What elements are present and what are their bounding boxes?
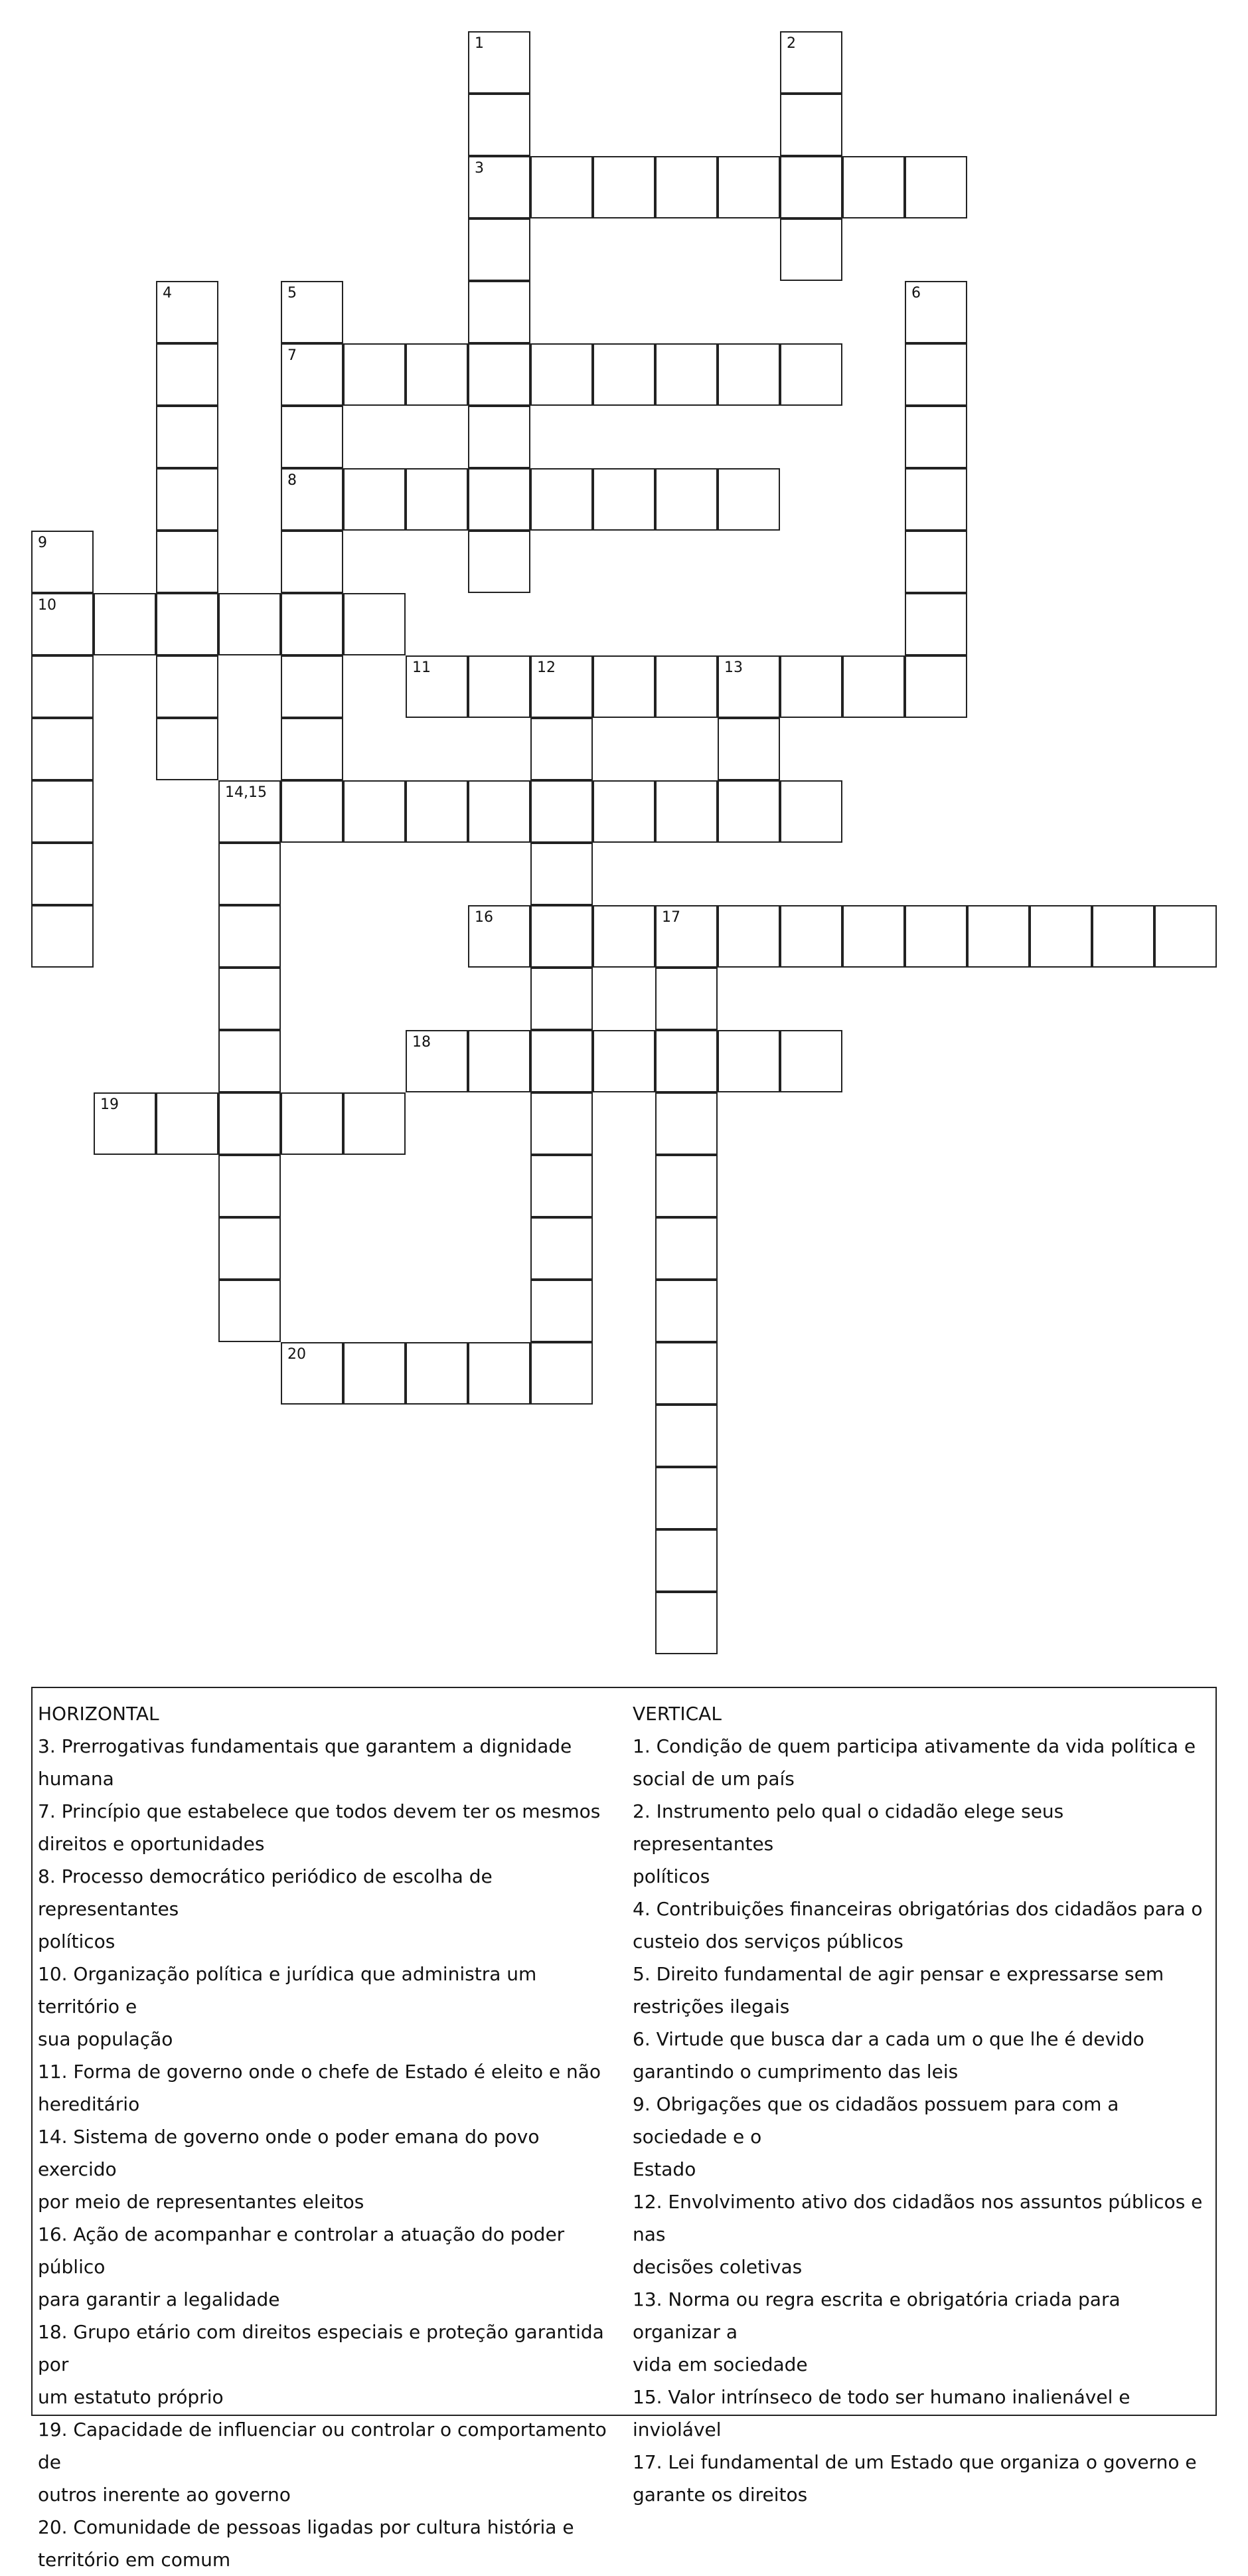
grid-cell[interactable] xyxy=(718,655,780,718)
grid-cell[interactable] xyxy=(468,905,530,968)
grid-cell[interactable] xyxy=(281,281,343,343)
grid-cell[interactable] xyxy=(593,780,655,843)
clue-line: 11. Forma de governo onde o chefe de Estado é eleito e não xyxy=(38,2061,601,2083)
grid-cell[interactable] xyxy=(468,31,530,94)
grid-cell[interactable] xyxy=(468,218,530,281)
grid-cell[interactable] xyxy=(281,718,343,780)
grid-cell[interactable] xyxy=(593,343,655,406)
clue-line: restrições ilegais xyxy=(633,1996,790,2018)
grid-cell[interactable] xyxy=(406,1030,468,1092)
grid-cell[interactable] xyxy=(281,468,343,531)
grid-cell[interactable] xyxy=(281,1342,343,1405)
cell-number: 18 xyxy=(412,1034,431,1051)
grid-cell[interactable] xyxy=(780,655,842,718)
grid-cell[interactable] xyxy=(468,406,530,468)
grid-cell[interactable] xyxy=(281,406,343,468)
cell-number: 2 xyxy=(787,35,796,52)
grid-cell[interactable] xyxy=(530,1155,593,1217)
clue-line: sua população xyxy=(38,2028,173,2050)
grid-cell[interactable] xyxy=(31,843,94,905)
cell-number: 10 xyxy=(38,597,56,614)
cell-number: 8 xyxy=(287,472,297,489)
grid-cell[interactable] xyxy=(780,780,842,843)
clue-line: hereditário xyxy=(38,2093,140,2115)
grid-cell[interactable] xyxy=(905,468,967,531)
grid-cell[interactable] xyxy=(468,281,530,343)
grid-cell[interactable] xyxy=(655,1592,718,1654)
grid-cell[interactable] xyxy=(655,1280,718,1342)
clue-line: políticos xyxy=(38,1931,116,1952)
grid-cell[interactable] xyxy=(905,406,967,468)
grid-cell[interactable] xyxy=(655,1092,718,1155)
grid-cell[interactable] xyxy=(593,905,655,968)
cell-number: 9 xyxy=(38,535,47,551)
grid-cell[interactable] xyxy=(530,343,593,406)
clue-line: 4. Contribuições financeiras obrigatórias dos cidadãos para o xyxy=(633,1898,1203,1920)
grid-cell[interactable] xyxy=(406,780,468,843)
grid-cell[interactable] xyxy=(718,156,780,218)
clue-line: para garantir a legalidade xyxy=(38,2288,280,2310)
clue-line: 9. Obrigações que os cidadãos possuem para com a sociedade e o xyxy=(633,2093,1119,2148)
grid-cell[interactable] xyxy=(156,1092,218,1155)
clue-line: território em comum xyxy=(38,2549,231,2571)
clue-line: custeio dos serviços públicos xyxy=(633,1931,903,1952)
clue-line: vida em sociedade xyxy=(633,2354,808,2375)
clue-line: 2. Instrumento pelo qual o cidadão elege seus representantes xyxy=(633,1800,1064,1855)
grid-cell[interactable] xyxy=(530,156,593,218)
clue-line: 18. Grupo etário com direitos especiais e proteção garantida por xyxy=(38,2321,604,2375)
vertical-clues-column xyxy=(633,1697,1210,2511)
cell-number: 20 xyxy=(287,1346,306,1363)
grid-cell[interactable] xyxy=(593,1030,655,1092)
grid-cell[interactable] xyxy=(468,156,530,218)
grid-cell[interactable] xyxy=(218,1030,281,1092)
grid-cell[interactable] xyxy=(530,780,593,843)
grid-cell[interactable] xyxy=(530,1030,593,1092)
grid-cell[interactable] xyxy=(31,655,94,718)
grid-cell[interactable] xyxy=(530,655,593,718)
cell-number: 13 xyxy=(724,659,743,676)
grid-cell[interactable] xyxy=(530,968,593,1030)
grid-cell[interactable] xyxy=(343,1092,406,1155)
grid-cell[interactable] xyxy=(218,593,281,655)
grid-cell[interactable] xyxy=(655,655,718,718)
grid-cell[interactable] xyxy=(655,1155,718,1217)
grid-cell[interactable] xyxy=(31,593,94,655)
grid-cell[interactable] xyxy=(593,655,655,718)
grid-cell[interactable] xyxy=(530,905,593,968)
cell-number: 6 xyxy=(911,285,921,301)
horizontal-heading: HORIZONTAL xyxy=(38,1703,159,1725)
grid-cell[interactable] xyxy=(468,468,530,531)
grid-cell[interactable] xyxy=(156,343,218,406)
cell-number: 11 xyxy=(412,659,431,676)
grid-cell[interactable] xyxy=(406,655,468,718)
grid-cell[interactable] xyxy=(780,156,842,218)
clue-line: políticos xyxy=(633,1865,710,1887)
grid-cell[interactable] xyxy=(218,1092,281,1155)
grid-cell[interactable] xyxy=(1092,905,1154,968)
grid-cell[interactable] xyxy=(905,343,967,406)
grid-cell[interactable] xyxy=(343,343,406,406)
grid-cell[interactable] xyxy=(343,780,406,843)
clue-line: decisões coletivas xyxy=(633,2256,803,2278)
cell-number: 1 xyxy=(475,35,484,52)
grid-cell[interactable] xyxy=(468,780,530,843)
grid-cell[interactable] xyxy=(281,655,343,718)
grid-cell[interactable] xyxy=(655,1217,718,1280)
grid-cell[interactable] xyxy=(31,531,94,593)
grid-cell[interactable] xyxy=(156,281,218,343)
clue-line: 6. Virtude que busca dar a cada um o que lhe é devido xyxy=(633,2028,1144,2050)
grid-cell[interactable] xyxy=(655,1529,718,1592)
clue-line: outros inerente ao governo xyxy=(38,2484,291,2506)
grid-cell[interactable] xyxy=(780,218,842,281)
cell-number: 4 xyxy=(163,285,172,301)
grid-cell[interactable] xyxy=(655,1405,718,1467)
grid-cell[interactable] xyxy=(1030,905,1092,968)
grid-cell[interactable] xyxy=(530,468,593,531)
grid-cell[interactable] xyxy=(156,718,218,780)
grid-cell[interactable] xyxy=(530,1217,593,1280)
grid-cell[interactable] xyxy=(593,468,655,531)
clue-line: 3. Prerrogativas fundamentais que garantem a dignidade xyxy=(38,1735,572,1757)
clue-line: 7. Princípio que estabelece que todos devem ter os mesmos xyxy=(38,1800,601,1822)
grid-cell[interactable] xyxy=(468,655,530,718)
grid-cell[interactable] xyxy=(156,593,218,655)
clue-line: garantindo o cumprimento das leis xyxy=(633,2061,959,2083)
grid-cell[interactable] xyxy=(780,31,842,94)
grid-cell[interactable] xyxy=(655,1467,718,1529)
cell-number: 16 xyxy=(475,909,493,926)
grid-cell[interactable] xyxy=(593,156,655,218)
clue-line: 19. Capacidade de influenciar ou controlar o comportamento de xyxy=(38,2419,607,2473)
grid-cell[interactable] xyxy=(468,1342,530,1405)
grid-cell[interactable] xyxy=(218,1217,281,1280)
grid-cell[interactable] xyxy=(842,905,905,968)
vertical-clue-list xyxy=(633,1730,1210,2511)
clue-line: garante os direitos xyxy=(633,2484,808,2506)
grid-cell[interactable] xyxy=(281,343,343,406)
clue-line: social de um país xyxy=(633,1768,795,1790)
cell-number: 3 xyxy=(475,160,484,177)
grid-cell[interactable] xyxy=(156,468,218,531)
vertical-heading: VERTICAL xyxy=(633,1703,722,1725)
grid-cell[interactable] xyxy=(1154,905,1217,968)
grid-cell[interactable] xyxy=(655,343,718,406)
grid-cell[interactable] xyxy=(655,905,718,968)
cell-number: 19 xyxy=(100,1096,119,1113)
grid-cell[interactable] xyxy=(530,1280,593,1342)
cell-number: 12 xyxy=(537,659,556,676)
clue-line: 15. Valor intrínseco de todo ser humano inalienável e inviolável xyxy=(633,2386,1131,2441)
grid-cell[interactable] xyxy=(530,718,593,780)
grid-cell[interactable] xyxy=(468,343,530,406)
grid-cell[interactable] xyxy=(218,1280,281,1342)
horizontal-clues-column xyxy=(38,1697,622,2576)
grid-cell[interactable] xyxy=(718,343,780,406)
grid-cell[interactable] xyxy=(780,1030,842,1092)
grid-cell[interactable] xyxy=(530,1342,593,1405)
grid-cell[interactable] xyxy=(406,1342,468,1405)
clue-line: 12. Envolvimento ativo dos cidadãos nos assuntos públicos e nas xyxy=(633,2191,1203,2245)
grid-cell[interactable] xyxy=(343,468,406,531)
grid-cell[interactable] xyxy=(156,531,218,593)
grid-cell[interactable] xyxy=(281,531,343,593)
grid-cell[interactable] xyxy=(905,531,967,593)
grid-cell[interactable] xyxy=(94,1092,156,1155)
cell-number: 14,15 xyxy=(225,784,267,801)
cell-number: 17 xyxy=(662,909,680,926)
grid-cell[interactable] xyxy=(530,1092,593,1155)
cell-number: 7 xyxy=(287,347,297,364)
grid-cell[interactable] xyxy=(281,780,343,843)
grid-cell[interactable] xyxy=(468,1030,530,1092)
grid-cell[interactable] xyxy=(905,281,967,343)
cell-number: 5 xyxy=(287,285,297,301)
grid-cell[interactable] xyxy=(343,1342,406,1405)
grid-cell[interactable] xyxy=(718,1030,780,1092)
grid-cell[interactable] xyxy=(530,843,593,905)
grid-cell[interactable] xyxy=(905,593,967,655)
grid-cell[interactable] xyxy=(780,343,842,406)
grid-cell[interactable] xyxy=(718,718,780,780)
grid-cell[interactable] xyxy=(406,468,468,531)
grid-cell[interactable] xyxy=(218,905,281,968)
clue-line: um estatuto próprio xyxy=(38,2386,224,2408)
clue-line: 8. Processo democrático periódico de escolha de representantes xyxy=(38,1865,493,1920)
clue-line: 13. Norma ou regra escrita e obrigatória criada para organizar a xyxy=(633,2288,1121,2343)
grid-cell[interactable] xyxy=(94,593,156,655)
clue-line: humana xyxy=(38,1768,114,1790)
clue-line: 14. Sistema de governo onde o poder emana do povo exercido xyxy=(38,2126,540,2180)
grid-cell[interactable] xyxy=(655,468,718,531)
clue-line: direitos e oportunidades xyxy=(38,1833,265,1855)
grid-cell[interactable] xyxy=(31,905,94,968)
grid-cell[interactable] xyxy=(406,343,468,406)
grid-cell[interactable] xyxy=(967,905,1030,968)
grid-cell[interactable] xyxy=(718,468,780,531)
grid-cell[interactable] xyxy=(655,968,718,1030)
grid-cell[interactable] xyxy=(468,94,530,156)
grid-cell[interactable] xyxy=(218,1155,281,1217)
grid-cell[interactable] xyxy=(31,718,94,780)
clue-line: 17. Lei fundamental de um Estado que organiza o governo e xyxy=(633,2451,1197,2473)
grid-cell[interactable] xyxy=(905,905,967,968)
clue-line: 20. Comunidade de pessoas ligadas por cultura história e xyxy=(38,2516,574,2538)
grid-cell[interactable] xyxy=(718,780,780,843)
clue-line: 16. Ação de acompanhar e controlar a atuação do poder público xyxy=(38,2223,565,2278)
clues-box xyxy=(31,1687,1217,2571)
grid-cell[interactable] xyxy=(655,1030,718,1092)
grid-cell[interactable] xyxy=(655,1342,718,1405)
clue-line: 1. Condição de quem participa ativamente da vida política e xyxy=(633,1735,1196,1757)
grid-cell[interactable] xyxy=(905,156,967,218)
grid-cell[interactable] xyxy=(281,1092,343,1155)
horizontal-clue-list xyxy=(38,1730,622,2576)
grid-cell[interactable] xyxy=(780,94,842,156)
grid-cell[interactable] xyxy=(343,593,406,655)
clue-line: 5. Direito fundamental de agir pensar e expressarse sem xyxy=(633,1963,1164,1985)
clue-line: 10. Organização política e jurídica que administra um território e xyxy=(38,1963,537,2018)
grid-cell[interactable] xyxy=(842,156,905,218)
grid-cell[interactable] xyxy=(218,968,281,1030)
clue-line: por meio de representantes eleitos xyxy=(38,2191,364,2213)
grid-cell[interactable] xyxy=(281,593,343,655)
grid-cell[interactable] xyxy=(655,780,718,843)
grid-cell[interactable] xyxy=(218,843,281,905)
grid-cell[interactable] xyxy=(718,905,780,968)
grid-cell[interactable] xyxy=(655,156,718,218)
grid-cell[interactable] xyxy=(156,655,218,718)
grid-cell[interactable] xyxy=(780,905,842,968)
grid-cell[interactable] xyxy=(156,406,218,468)
grid-cell[interactable] xyxy=(218,780,281,843)
grid-cell[interactable] xyxy=(468,531,530,593)
clue-line: Estado xyxy=(633,2158,696,2180)
grid-cell[interactable] xyxy=(842,655,905,718)
grid-cell[interactable] xyxy=(905,655,967,718)
grid-cell[interactable] xyxy=(31,780,94,843)
